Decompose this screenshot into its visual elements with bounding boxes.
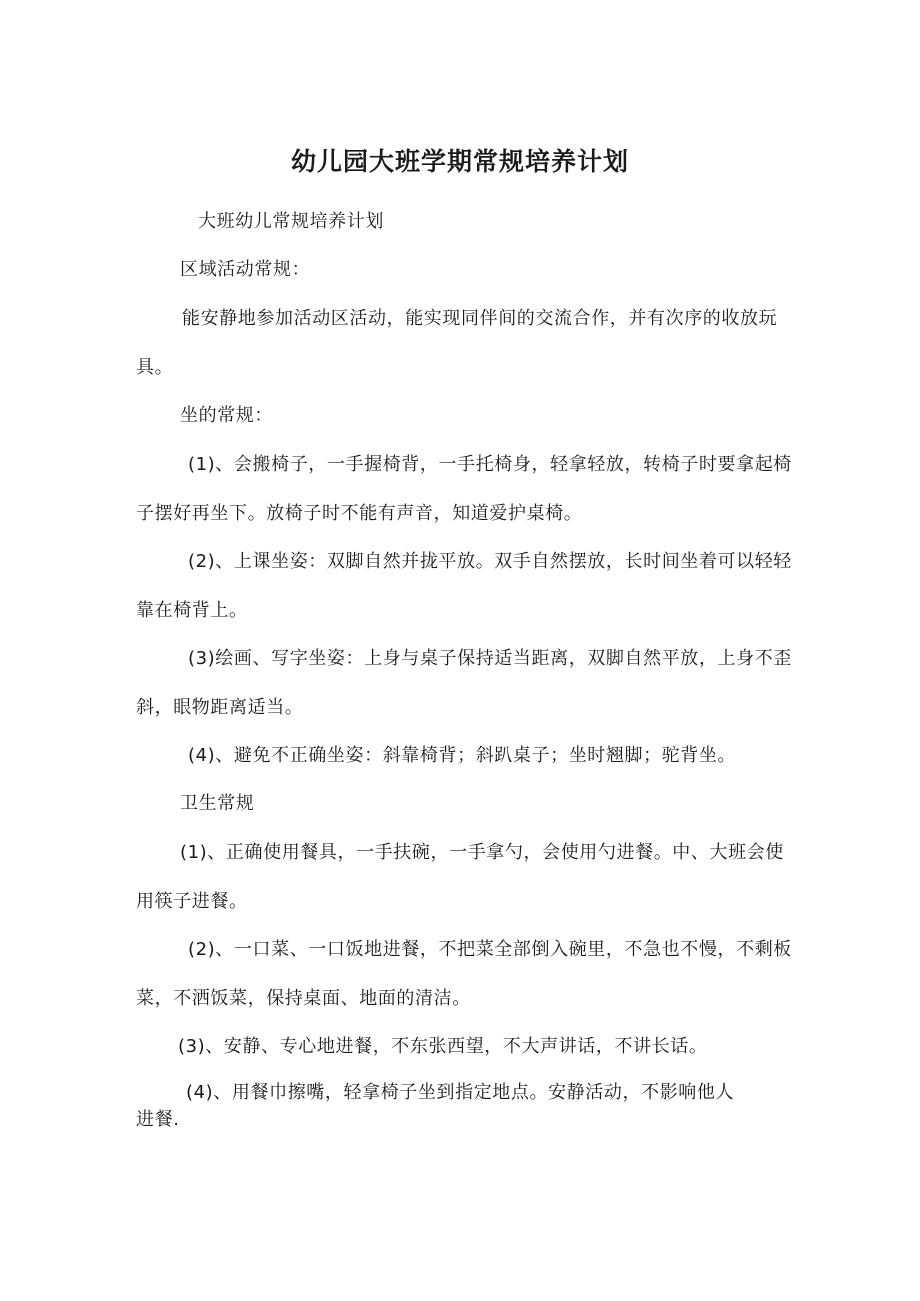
paragraph-hygiene-3: (3)、安静、专心地进餐，不东张西望，不大声讲话，不讲长话。 (178, 1036, 708, 1057)
paragraph-sitting-4: (4)、避免不正确坐姿：斜靠椅背；斜趴桌子；坐时翘脚；驼背坐。 (188, 745, 737, 766)
paragraph-sitting-2: (2)、上课坐姿：双脚自然并拢平放。双手自然摆放，长时间坐着可以轻轻靠在椅背上。 (136, 551, 792, 621)
paragraph-heading-hygiene: 卫生常规 (180, 793, 255, 814)
paragraph-heading-sitting: 坐的常规： (180, 405, 273, 426)
paragraph-heading-area: 区域活动常规： (180, 259, 311, 280)
paragraph-hygiene-4: (4)、用餐巾擦嘴，轻拿椅子坐到指定地点。安静活动，不影响他人进餐. (136, 1082, 735, 1130)
paragraph-hygiene-1: (1)、正确使用餐具，一手扶碗，一手拿勺，会使用勺进餐。中、大班会使用筷子进餐。 (136, 842, 784, 912)
paragraph-sitting-1: (1)、会搬椅子，一手握椅背，一手托椅身，轻拿轻放，转椅子时要拿起椅子摆好再坐下。放椅子时不能有声音，知道爱护桌椅。 (136, 454, 792, 524)
paragraph-sitting-3: (3)绘画、写字坐姿：上身与桌子保持适当距离，双脚自然平放，上身不歪斜，眼物距离适当。 (136, 648, 792, 718)
paragraph-hygiene-2: (2)、一口菜、一口饭地进餐，不把菜全部倒入碗里，不急也不慢，不剩板菜，不洒饭菜，保持桌面、地面的清洁。 (136, 939, 792, 1009)
paragraph-area-activity: 能安静地参加活动区活动，能实现同伴间的交流合作，并有次序的收放玩具。 (136, 308, 778, 378)
document-title: 幼儿园大班学期常规培养计划 (290, 147, 629, 176)
paragraph-subtitle: 大班幼儿常规培养计划 (198, 211, 384, 232)
